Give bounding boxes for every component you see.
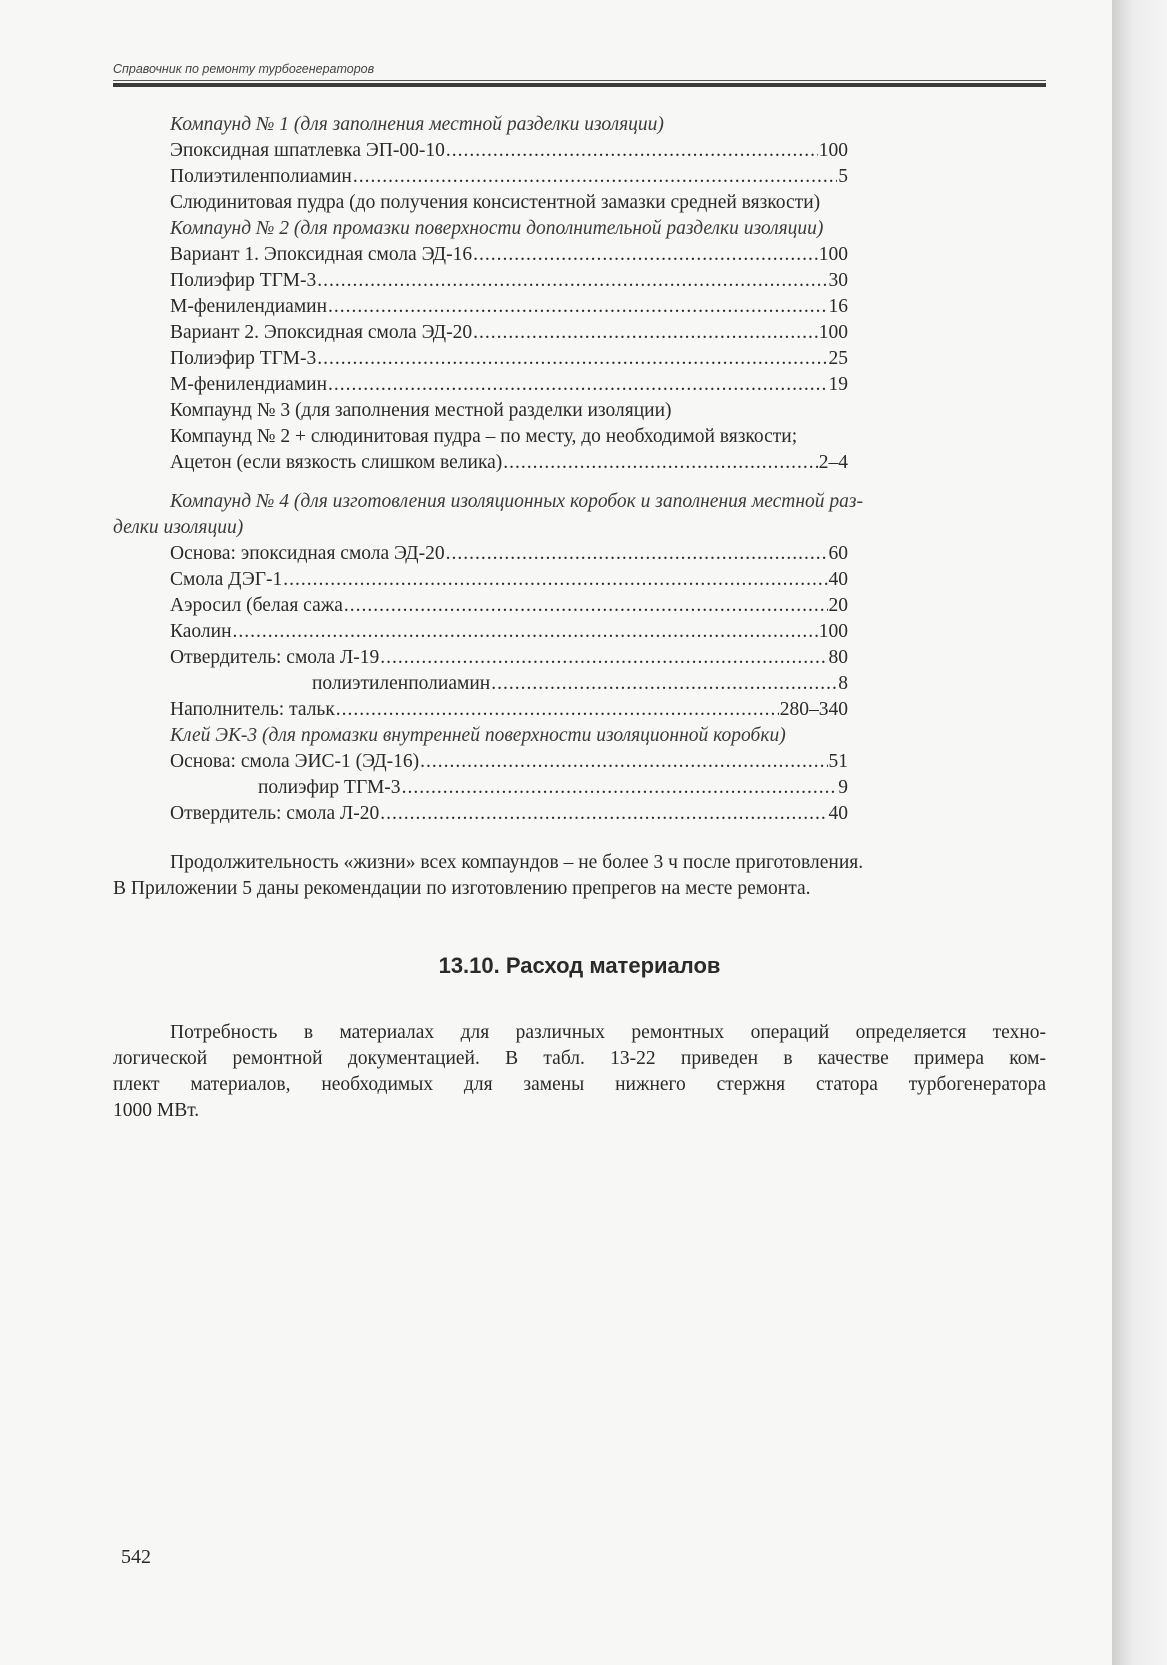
ingredient-amount: 80 — [828, 647, 848, 668]
dot-leader — [344, 593, 828, 619]
dot-leader — [353, 164, 837, 190]
ingredient-amount: 40 — [828, 803, 848, 824]
formula-row — [170, 294, 848, 320]
running-header: Справочник по ремонту турбогенераторов — [113, 62, 375, 76]
dot-leader — [233, 619, 818, 645]
compound-heading: Компаунд № 2 (для промазки поверхности дополнительной разделки изоляции) — [170, 218, 824, 239]
ingredient-name: Ацетон (если вязкость слишком велика) — [170, 452, 503, 473]
ingredient-name: Полиэтиленполиамин — [170, 166, 352, 187]
header-rule-thin — [113, 80, 1046, 81]
ingredient-name: Вариант 1. Эпоксидная смола ЭД-16 — [170, 244, 473, 265]
formula-row — [170, 242, 848, 268]
paragraph-line: 1000 МВт. — [113, 1100, 200, 1121]
ingredient-name: М-фенилендиамин — [170, 296, 328, 317]
ingredient-name: Основа: эпоксидная смола ЭД-20 — [170, 543, 445, 564]
paragraph-line: логической ремонтной документацией. В табл. 13-22 приведен в качестве примера ком- — [113, 1048, 1046, 1069]
dot-leader — [402, 775, 838, 801]
ingredient-name: Отвердитель: смола Л-19 — [170, 647, 380, 668]
page-number: 542 — [121, 1546, 151, 1568]
formula-row — [170, 645, 848, 671]
text-line: Компаунд № 2 + слюдинитовая пудра – по месту, до необходимой вязкости; — [170, 426, 798, 447]
ingredient-name: полиэтиленполиамин — [312, 673, 491, 694]
ingredient-name: Полиэфир ТГМ-3 — [170, 270, 317, 291]
formula-row — [170, 268, 848, 294]
ingredient-name: Наполнитель: тальк — [170, 699, 335, 720]
formula-row — [170, 372, 848, 398]
ingredient-name: Вариант 2. Эпоксидная смола ЭД-20 — [170, 322, 473, 343]
header-rule-thick — [113, 83, 1046, 87]
ingredient-name: Эпоксидная шпатлевка ЭП-00-10 — [170, 140, 445, 161]
dot-leader — [503, 450, 817, 476]
ingredient-amount: 40 — [828, 569, 848, 590]
ingredient-amount: 30 — [828, 270, 848, 291]
formula-row — [170, 567, 848, 593]
formula-row — [170, 346, 848, 372]
ingredient-amount: 100 — [818, 621, 848, 642]
ingredient-amount: 280–340 — [779, 699, 848, 720]
compound-4-heading-line-2: делки изоляции) — [113, 517, 244, 538]
ingredient-amount: 9 — [838, 777, 848, 798]
ingredient-amount: 8 — [838, 673, 848, 694]
ingredient-name: М-фенилендиамин — [170, 374, 328, 395]
dot-leader — [380, 645, 827, 671]
compound-heading: Клей ЭК-3 (для промазки внутренней поверхности изоляционной коробки) — [170, 725, 786, 746]
formula-row — [170, 541, 848, 567]
ingredient-amount: 20 — [828, 595, 848, 616]
ingredient-name: полиэфир ТГМ-3 — [258, 777, 401, 798]
page-edge-shadow — [1112, 0, 1167, 1665]
text-line: Компаунд № 3 (для заполнения местной разделки изоляции) — [170, 400, 672, 421]
dot-leader — [328, 294, 827, 320]
dot-leader — [473, 242, 818, 268]
formula-row — [170, 749, 848, 775]
formula-row — [312, 671, 848, 697]
dot-leader — [446, 138, 818, 164]
dot-leader — [328, 372, 827, 398]
ingredient-name: Аэросил (белая сажа — [170, 595, 343, 616]
dot-leader — [317, 346, 827, 372]
formula-row — [170, 697, 848, 723]
formula-row — [170, 593, 848, 619]
ingredient-amount: 100 — [818, 244, 848, 265]
ingredient-amount: 5 — [838, 166, 848, 187]
closing-line-1: Продолжительность «жизни» всех компаундов – не более 3 ч после приготовления. — [170, 852, 864, 873]
ingredient-amount: 100 — [818, 140, 848, 161]
compound-4-heading-line-1: Компаунд № 4 (для изготовления изоляционных коробок и заполнения местной раз- — [170, 491, 864, 512]
dot-leader — [380, 801, 827, 827]
formula-row — [170, 801, 848, 827]
ingredient-amount: 25 — [828, 348, 848, 369]
dot-leader — [473, 320, 818, 346]
text-line: Слюдинитовая пудра (до получения консистентной замазки средней вязкости) — [170, 192, 821, 213]
dot-leader — [336, 697, 779, 723]
ingredient-name: Основа: смола ЭИС-1 (ЭД-16) — [170, 751, 420, 772]
compound-heading: Компаунд № 1 (для заполнения местной разделки изоляции) — [170, 114, 664, 135]
ingredient-name: Полиэфир ТГМ-3 — [170, 348, 317, 369]
ingredient-amount: 51 — [828, 751, 848, 772]
paragraph-line: Потребность в материалах для различных ремонтных операций определяется техно- — [170, 1022, 1046, 1043]
formula-row — [170, 619, 848, 645]
ingredient-name: Смола ДЭГ-1 — [170, 569, 283, 590]
closing-line-2: В Приложении 5 даны рекомендации по изготовлению препрегов на месте ремонта. — [113, 878, 811, 899]
section-heading: 13.10. Расход материалов — [438, 953, 721, 978]
section-paragraph — [113, 1020, 1046, 1124]
dot-leader — [283, 567, 827, 593]
ingredient-amount: 60 — [828, 543, 848, 564]
ingredient-amount: 100 — [818, 322, 848, 343]
paragraph-line: плект материалов, необходимых для замены нижнего стержня статора турбогенератора — [113, 1074, 1046, 1095]
formula-row — [258, 775, 848, 801]
dot-leader — [491, 671, 837, 697]
ingredient-amount: 2–4 — [818, 452, 848, 473]
ingredient-amount: 16 — [828, 296, 848, 317]
formula-row — [170, 138, 848, 164]
ingredient-name: Отвердитель: смола Л-20 — [170, 803, 380, 824]
dot-leader — [420, 749, 827, 775]
formula-row — [170, 320, 848, 346]
formula-row — [170, 450, 848, 476]
dot-leader — [446, 541, 828, 567]
ingredient-amount: 19 — [828, 374, 848, 395]
dot-leader — [317, 268, 827, 294]
ingredient-name: Каолин — [170, 621, 232, 642]
formula-row — [170, 164, 848, 190]
